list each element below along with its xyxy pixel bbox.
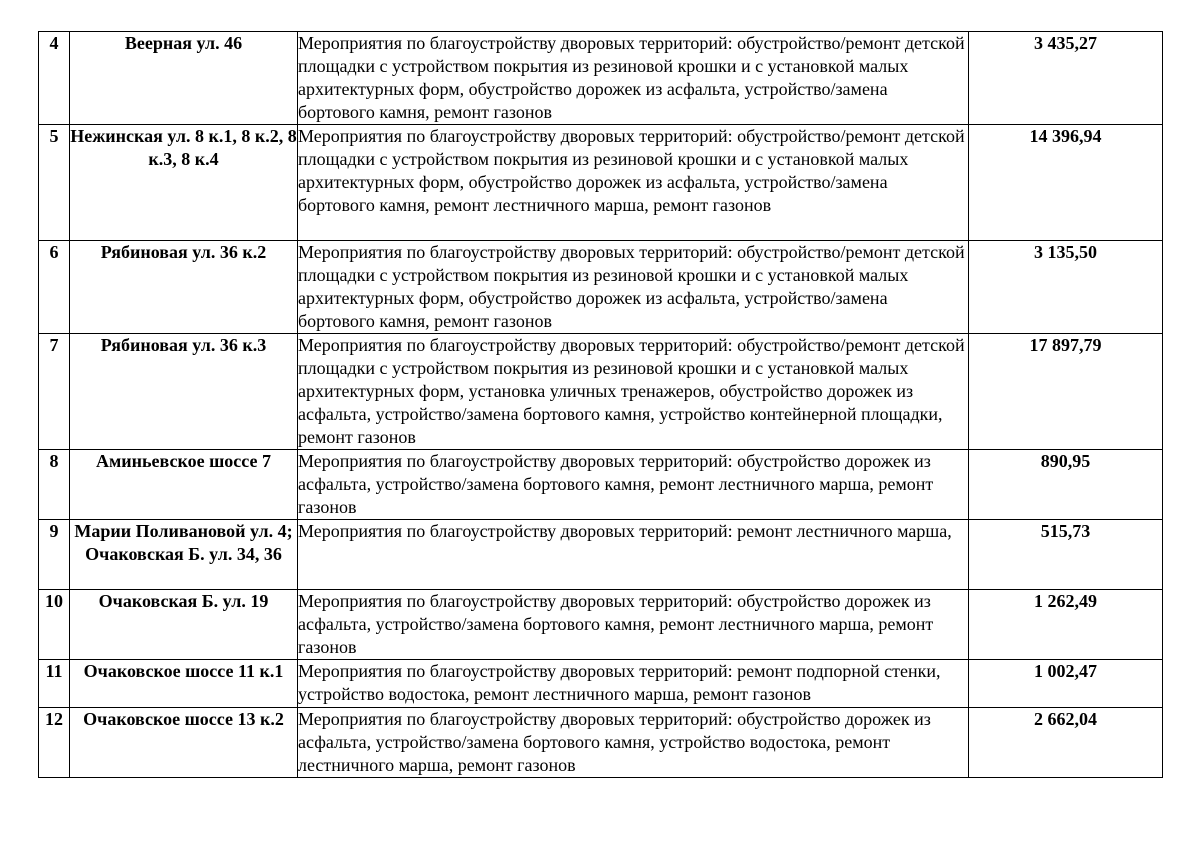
row-amount: 1 002,47 — [969, 660, 1163, 708]
row-address: Очаковское шоссе 13 к.2 — [70, 708, 298, 778]
row-number: 5 — [39, 125, 70, 241]
row-address: Нежинская ул. 8 к.1, 8 к.2, 8 к.3, 8 к.4 — [70, 125, 298, 241]
row-number: 9 — [39, 520, 70, 590]
row-description: Мероприятия по благоустройству дворовых территорий: обустройство дорожек из асфальта, устройство/замена бортового камня, ремонт лестничного марша, ремонт газонов — [298, 450, 969, 520]
row-description: Мероприятия по благоустройству дворовых территорий: обустройство/ремонт детской площадки с устройством покрытия из резиновой крошки и с установкой малых архитектурных форм, установка уличных тренажеров, обустройство дорожек из асфальта, устройство/замена бортового камня, устройство контейнерной площадки, ремонт газонов — [298, 334, 969, 450]
row-amount: 515,73 — [969, 520, 1163, 590]
row-amount: 2 662,04 — [969, 708, 1163, 778]
row-number: 7 — [39, 334, 70, 450]
row-number: 10 — [39, 590, 70, 660]
row-address: Веерная ул. 46 — [70, 32, 298, 125]
row-number: 12 — [39, 708, 70, 778]
row-number: 11 — [39, 660, 70, 708]
row-amount: 14 396,94 — [969, 125, 1163, 241]
row-address: Рябиновая ул. 36 к.2 — [70, 241, 298, 334]
row-address: Аминьевское шоссе 7 — [70, 450, 298, 520]
row-description: Мероприятия по благоустройству дворовых территорий: обустройство дорожек из асфальта, устройство/замена бортового камня, устройство водостока, ремонт лестничного марша, ремонт газонов — [298, 708, 969, 778]
row-number: 6 — [39, 241, 70, 334]
table-row — [39, 32, 1163, 125]
row-address: Очаковская Б. ул. 19 — [70, 590, 298, 660]
table-row — [39, 708, 1163, 778]
row-amount: 1 262,49 — [969, 590, 1163, 660]
table-row — [39, 334, 1163, 450]
row-amount: 17 897,79 — [969, 334, 1163, 450]
row-address: Рябиновая ул. 36 к.3 — [70, 334, 298, 450]
table-row — [39, 450, 1163, 520]
table-row — [39, 520, 1163, 590]
table-row — [39, 660, 1163, 708]
row-amount: 3 135,50 — [969, 241, 1163, 334]
row-number: 4 — [39, 32, 70, 125]
table-row — [39, 590, 1163, 660]
row-description: Мероприятия по благоустройству дворовых территорий: обустройство/ремонт детской площадки с устройством покрытия из резиновой крошки и с установкой малых архитектурных форм, обустройство дорожек из асфальта, устройство/замена бортового камня, ремонт газонов — [298, 241, 969, 334]
row-address: Очаковское шоссе 11 к.1 — [70, 660, 298, 708]
row-amount: 3 435,27 — [969, 32, 1163, 125]
row-description: Мероприятия по благоустройству дворовых территорий: обустройство/ремонт детской площадки с устройством покрытия из резиновой крошки и с установкой малых архитектурных форм, обустройство дорожек из асфальта, устройство/замена бортового камня, ремонт лестничного марша, ремонт газонов — [298, 125, 969, 241]
row-description: Мероприятия по благоустройству дворовых территорий: обустройство дорожек из асфальта, устройство/замена бортового камня, ремонт лестничного марша, ремонт газонов — [298, 590, 969, 660]
row-description: Мероприятия по благоустройству дворовых территорий: ремонт лестничного марша, — [298, 520, 969, 590]
table-row — [39, 125, 1163, 241]
row-description: Мероприятия по благоустройству дворовых территорий: обустройство/ремонт детской площадки с устройством покрытия из резиновой крошки и с установкой малых архитектурных форм, обустройство дорожек из асфальта, устройство/замена бортового камня, ремонт газонов — [298, 32, 969, 125]
improvement-works-table — [38, 31, 1163, 778]
row-amount: 890,95 — [969, 450, 1163, 520]
table-row — [39, 241, 1163, 334]
row-description: Мероприятия по благоустройству дворовых территорий: ремонт подпорной стенки, устройство водостока, ремонт лестничного марша, ремонт газонов — [298, 660, 969, 708]
row-address: Марии Поливановой ул. 4; Очаковская Б. ул. 34, 36 — [70, 520, 298, 590]
row-number: 8 — [39, 450, 70, 520]
